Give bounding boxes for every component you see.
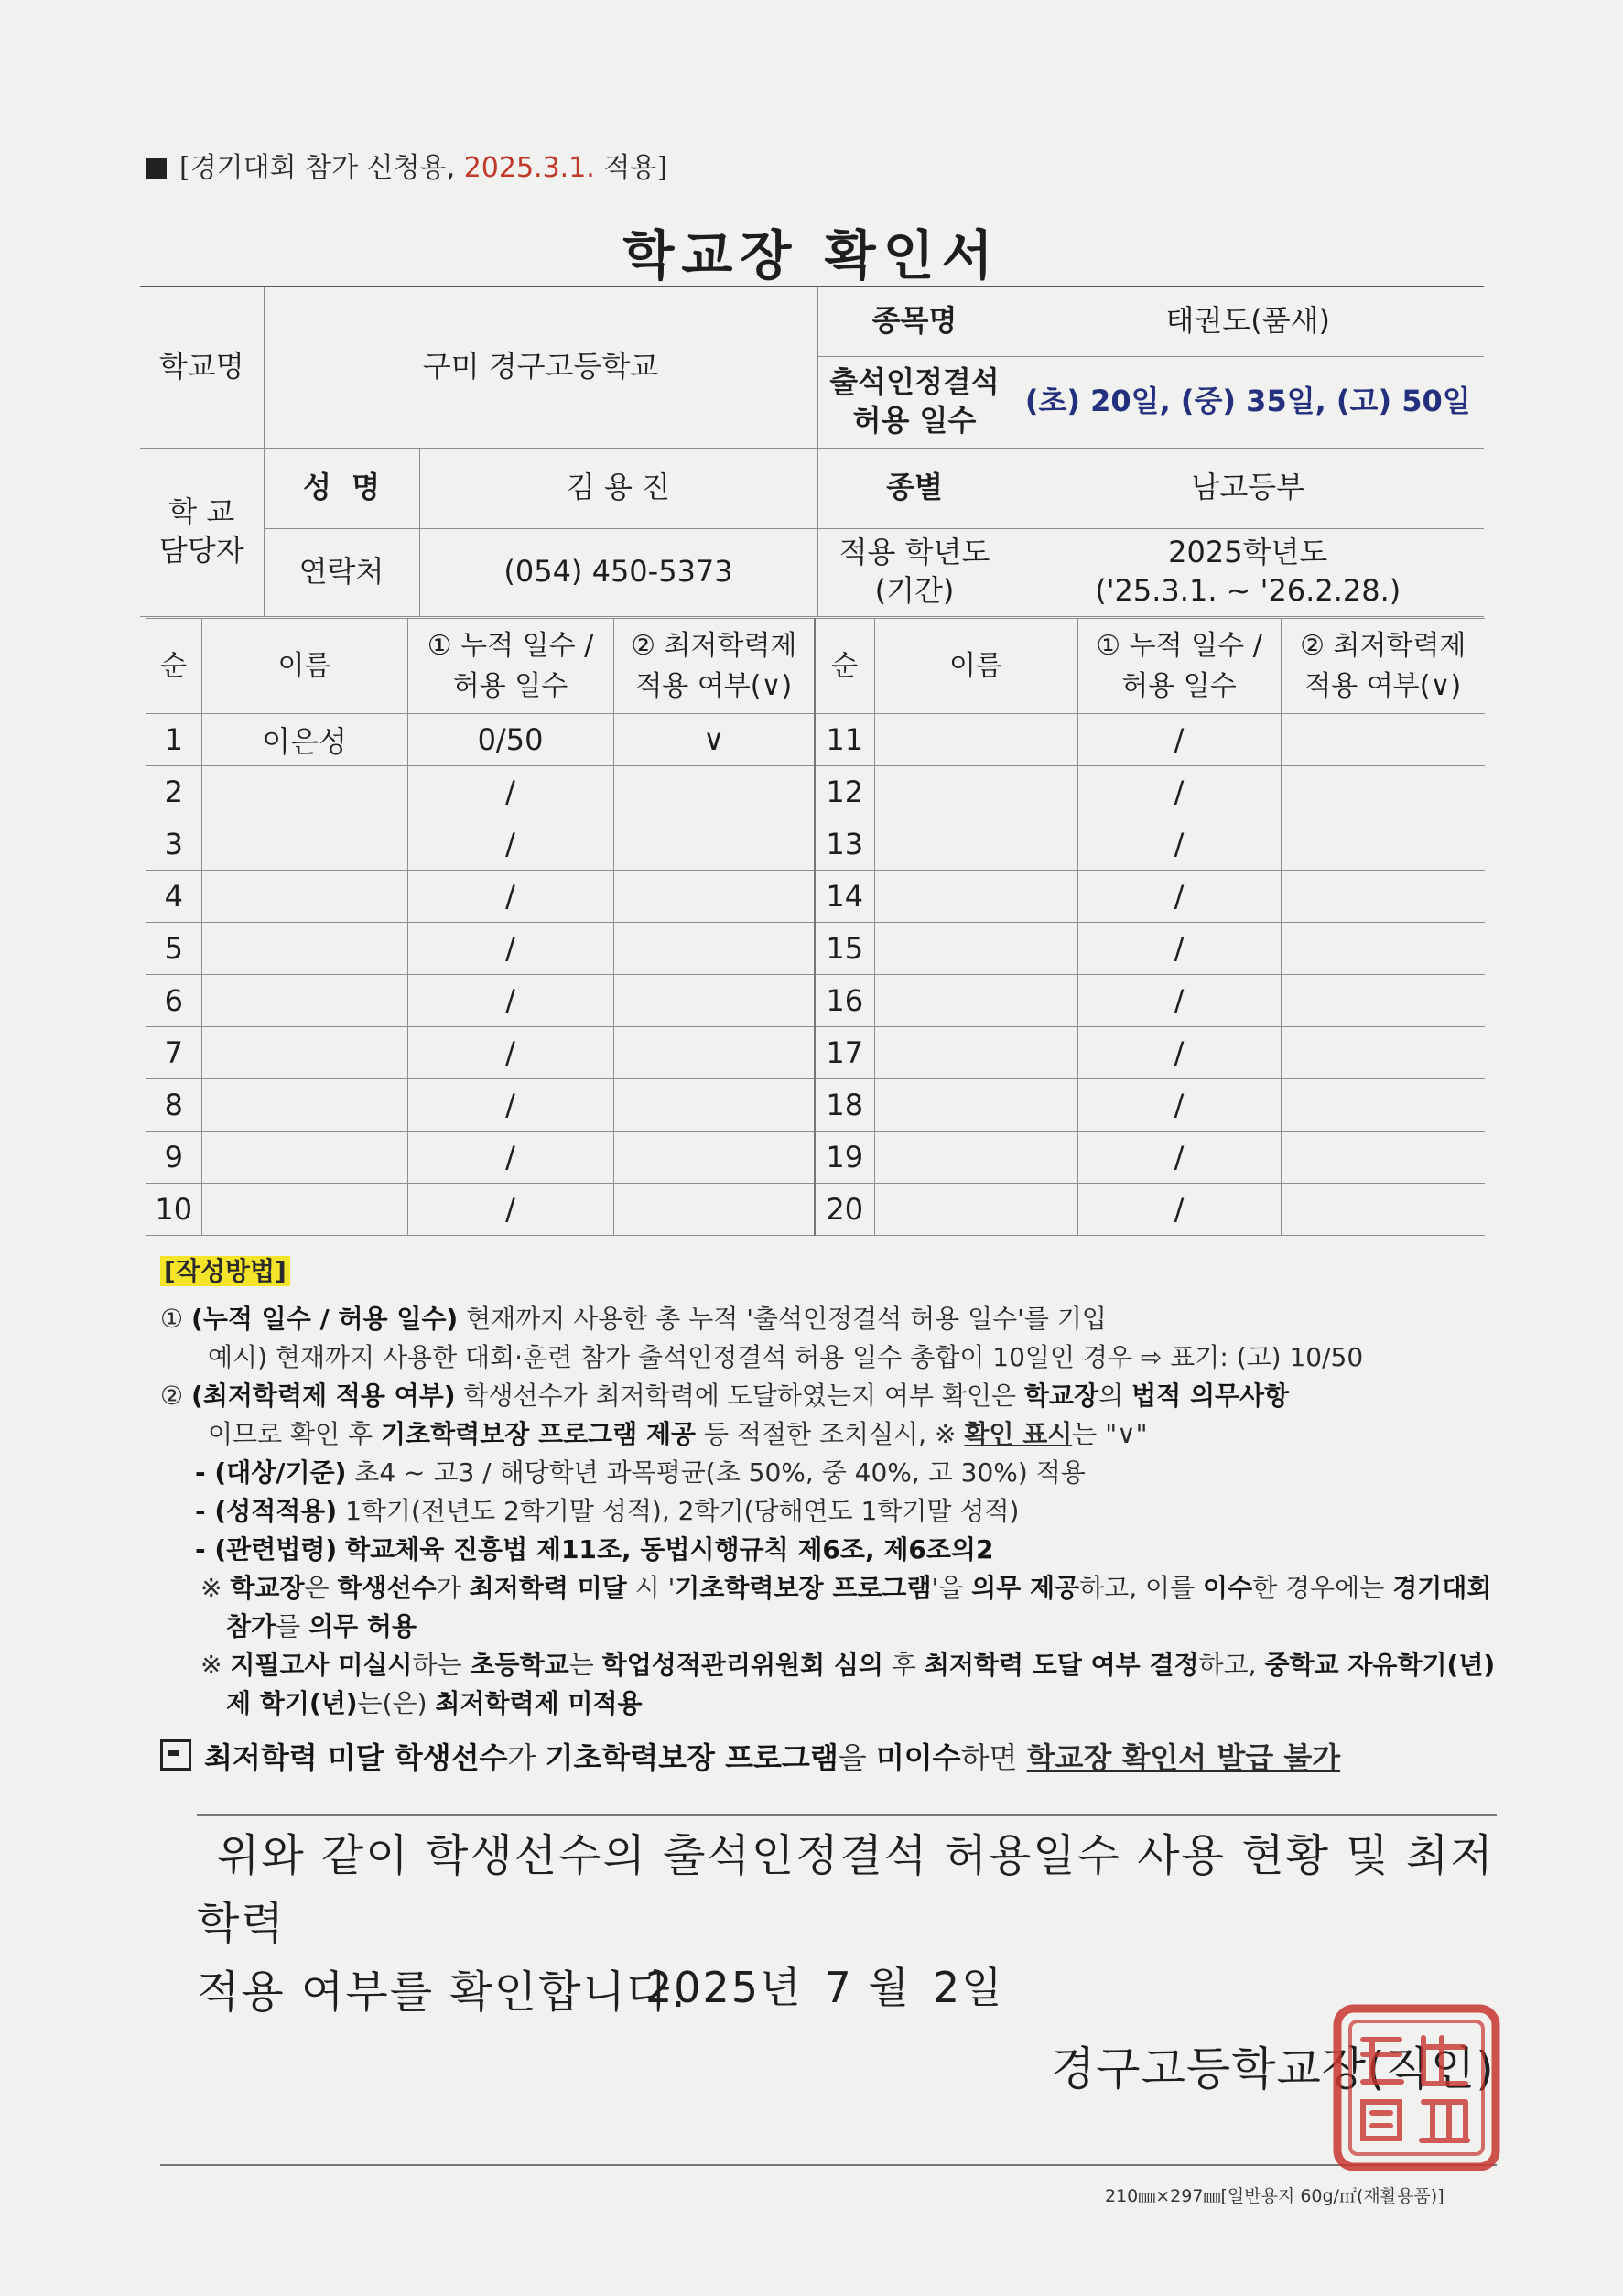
contact-value-cell: (054) 450-5373 bbox=[419, 528, 817, 616]
paper-spec-note: 210㎜×297㎜[일반용지 60g/㎡(재활용품)] bbox=[1105, 2186, 1444, 2206]
athlete-name bbox=[874, 923, 1077, 975]
absence-days: 0/50 bbox=[407, 714, 613, 766]
school-name-cell: 구미 경구고등학교 bbox=[264, 287, 817, 448]
row-number: 2 bbox=[146, 766, 201, 818]
footer-divider bbox=[160, 2164, 1497, 2166]
min-achievement-check bbox=[613, 1132, 815, 1184]
arrow-box-icon bbox=[160, 1739, 191, 1771]
absence-days: / bbox=[1077, 871, 1281, 923]
row-number: 16 bbox=[815, 975, 874, 1027]
table-row bbox=[146, 1184, 1485, 1236]
absence-days: / bbox=[407, 1132, 613, 1184]
row-number: 18 bbox=[815, 1079, 874, 1132]
min-achievement-check bbox=[1281, 1079, 1485, 1132]
min-achievement-check bbox=[1281, 714, 1485, 766]
row-number: 11 bbox=[815, 714, 874, 766]
athlete-name bbox=[201, 923, 407, 975]
athlete-name bbox=[874, 975, 1077, 1027]
guide-bullet-target: - (대상/기준) 초4 ~ 고3 / 해당학년 과목평균(초 50%, 중 40%, 고 30%) 적용 bbox=[195, 1457, 1086, 1488]
absence-days: / bbox=[407, 766, 613, 818]
name-label-cell: 성 명 bbox=[264, 448, 419, 528]
absence-days: / bbox=[1077, 975, 1281, 1027]
absence-days: / bbox=[1077, 1027, 1281, 1079]
min-achievement-check bbox=[613, 923, 815, 975]
header-no: 순 bbox=[815, 619, 874, 714]
absence-days: / bbox=[407, 975, 613, 1027]
info-table bbox=[140, 286, 1484, 617]
min-achievement-check bbox=[1281, 1132, 1485, 1184]
table-row bbox=[146, 1079, 1485, 1132]
name-value-cell: 김 용 진 bbox=[419, 448, 817, 528]
row-number: 4 bbox=[146, 871, 201, 923]
athlete-name bbox=[874, 818, 1077, 871]
table-row bbox=[146, 766, 1485, 818]
confirmation-statement: 위와 같이 학생선수의 출석인정결석 허용일수 사용 현황 및 최저학력 적용 여부를 확인합니다. bbox=[197, 1830, 1495, 2018]
athlete-roster-table bbox=[146, 618, 1485, 1236]
guide-bullet-laws: - (관련법령) 학교체육 진흥법 제11조, 동법시행규칙 제6조, 제6조의2 bbox=[195, 1534, 994, 1565]
writing-guide bbox=[160, 1252, 1497, 1780]
min-achievement-check bbox=[1281, 923, 1485, 975]
header-min-achievement: ② 최저학력제 적용 여부(∨) bbox=[613, 619, 815, 714]
min-achievement-check bbox=[1281, 1184, 1485, 1236]
row-number: 13 bbox=[815, 818, 874, 871]
document-title: 학교장 확인서 bbox=[622, 224, 1001, 287]
athlete-name bbox=[201, 871, 407, 923]
athlete-name bbox=[201, 1079, 407, 1132]
division-label-cell: 종별 bbox=[817, 448, 1012, 528]
min-achievement-check bbox=[613, 766, 815, 818]
min-achievement-check bbox=[613, 818, 815, 871]
min-achievement-check bbox=[1281, 818, 1485, 871]
athlete-name bbox=[201, 975, 407, 1027]
guide-item-1: ① (누적 일수 / 허용 일수) 현재까지 사용한 총 누적 '출석인정결석 허용 일수'를 기입 bbox=[160, 1304, 1107, 1334]
row-number: 14 bbox=[815, 871, 874, 923]
division-value-cell: 남고등부 bbox=[1012, 448, 1484, 528]
official-seal-stamp-icon bbox=[1332, 2003, 1501, 2172]
header-days: ① 누적 일수 / 허용 일수 bbox=[1077, 619, 1281, 714]
row-number: 19 bbox=[815, 1132, 874, 1184]
min-achievement-check: ∨ bbox=[613, 714, 815, 766]
absence-days: / bbox=[407, 1184, 613, 1236]
row-number: 7 bbox=[146, 1027, 201, 1079]
guide-item-2: ② (최저학력제 적용 여부) 학생선수가 최저학력에 도달하였는지 여부 확인은 학교장의 법적 의무사항 bbox=[160, 1381, 1290, 1411]
guide-final-warning: 최저학력 미달 학생선수가 기초학력보장 프로그램을 미이수하면 학교장 확인서 발급 불가 bbox=[160, 1736, 1497, 1780]
table-row bbox=[146, 1027, 1485, 1079]
athlete-name bbox=[201, 766, 407, 818]
athlete-name bbox=[874, 766, 1077, 818]
athlete-name bbox=[874, 714, 1077, 766]
athlete-name bbox=[874, 1132, 1077, 1184]
table-row bbox=[146, 975, 1485, 1027]
principal-signature: 경구고등학교장(직인) bbox=[1051, 2042, 1495, 2096]
absence-days: / bbox=[1077, 923, 1281, 975]
header-no: 순 bbox=[146, 619, 201, 714]
absence-days: / bbox=[1077, 766, 1281, 818]
min-achievement-check bbox=[613, 1184, 815, 1236]
row-number: 5 bbox=[146, 923, 201, 975]
form-usage-note: [경기대회 참가 신청용, 2025.3.1. 적용] bbox=[146, 145, 667, 185]
table-row bbox=[146, 923, 1485, 975]
absence-days: / bbox=[407, 923, 613, 975]
row-number: 12 bbox=[815, 766, 874, 818]
min-achievement-check bbox=[1281, 766, 1485, 818]
guide-item-2-cont: 이므로 확인 후 기초학력보장 프로그램 제공 등 적절한 조치실시, ※ 확인 표시는 "∨" bbox=[208, 1419, 1148, 1449]
guide-note-2: ※ 지필고사 미실시하는 초등학교는 학업성적관리위원회 심의 후 최저학력 도달 여부 결정하고, 중학교 자유학기(년)제 학기(년)는(은) 최저학력제 미적용 bbox=[200, 1650, 1496, 1718]
row-number: 6 bbox=[146, 975, 201, 1027]
absence-days: / bbox=[407, 1027, 613, 1079]
absence-days: / bbox=[407, 871, 613, 923]
black-square-icon bbox=[146, 158, 167, 179]
athlete-name bbox=[874, 1184, 1077, 1236]
absence-days: / bbox=[1077, 1184, 1281, 1236]
table-row bbox=[146, 871, 1485, 923]
header-days: ① 누적 일수 / 허용 일수 bbox=[407, 619, 613, 714]
divider-line bbox=[197, 1814, 1497, 1816]
row-number: 20 bbox=[815, 1184, 874, 1236]
min-achievement-check bbox=[1281, 871, 1485, 923]
athlete-name bbox=[874, 1027, 1077, 1079]
min-achievement-check bbox=[613, 975, 815, 1027]
absence-days-value-cell: (초) 20일, (중) 35일, (고) 50일 bbox=[1012, 356, 1484, 448]
guide-heading: [작성방법] bbox=[160, 1256, 290, 1286]
table-row bbox=[146, 818, 1485, 871]
athlete-name bbox=[201, 1132, 407, 1184]
guide-bullet-grades: - (성적적용) 1학기(전년도 2학기말 성적), 2학기(당해연도 1학기말 성적) bbox=[195, 1496, 1020, 1526]
absence-days: / bbox=[407, 818, 613, 871]
header-name: 이름 bbox=[201, 619, 407, 714]
athlete-name bbox=[874, 871, 1077, 923]
row-number: 3 bbox=[146, 818, 201, 871]
contact-label-cell: 연락처 bbox=[264, 528, 419, 616]
min-achievement-check bbox=[1281, 975, 1485, 1027]
min-achievement-check bbox=[613, 1027, 815, 1079]
min-achievement-check bbox=[1281, 1027, 1485, 1079]
row-number: 10 bbox=[146, 1184, 201, 1236]
athlete-name bbox=[201, 1027, 407, 1079]
athlete-name: 이은성 bbox=[201, 714, 407, 766]
row-number: 1 bbox=[146, 714, 201, 766]
absence-days: / bbox=[1077, 1132, 1281, 1184]
min-achievement-check bbox=[613, 1079, 815, 1132]
absence-days: / bbox=[1077, 1079, 1281, 1132]
manager-label-cell: 학 교 담당자 bbox=[140, 448, 264, 616]
row-number: 8 bbox=[146, 1079, 201, 1132]
table-row bbox=[146, 714, 1485, 766]
event-value-cell: 태권도(품새) bbox=[1012, 287, 1484, 356]
guide-item-1-example: 예시) 현재까지 사용한 대회·훈련 참가 출석인정결석 허용 일수 총합이 10일인 경우 ⇨ 표기: (고) 10/50 bbox=[208, 1342, 1364, 1372]
issue-date: 2025년 7 월 2일 bbox=[645, 1963, 1004, 2012]
athlete-name bbox=[201, 1184, 407, 1236]
year-label-cell: 적용 학년도 (기간) bbox=[817, 528, 1012, 616]
year-value-cell: 2025학년도 ('25.3.1. ~ '26.2.28.) bbox=[1012, 528, 1484, 616]
athlete-name bbox=[874, 1079, 1077, 1132]
roster-header-row bbox=[146, 619, 1485, 714]
table-row bbox=[146, 1132, 1485, 1184]
event-label-cell: 종목명 bbox=[817, 287, 1012, 356]
header-name: 이름 bbox=[874, 619, 1077, 714]
school-label-cell: 학교명 bbox=[140, 287, 264, 448]
row-number: 17 bbox=[815, 1027, 874, 1079]
row-number: 15 bbox=[815, 923, 874, 975]
absence-days: / bbox=[1077, 818, 1281, 871]
min-achievement-check bbox=[613, 871, 815, 923]
athlete-name bbox=[201, 818, 407, 871]
absence-days: / bbox=[1077, 714, 1281, 766]
absence-days: / bbox=[407, 1079, 613, 1132]
guide-note-1: ※ 학교장은 학생선수가 최저학력 미달 시 '기초학력보장 프로그램'을 의무 제공하고, 이를 이수한 경우에는 경기대회 참가를 의무 허용 bbox=[200, 1573, 1492, 1641]
header-min-achievement: ② 최저학력제 적용 여부(∨) bbox=[1281, 619, 1485, 714]
row-number: 9 bbox=[146, 1132, 201, 1184]
absence-days-label-cell: 출석인정결석 허용 일수 bbox=[817, 356, 1012, 448]
